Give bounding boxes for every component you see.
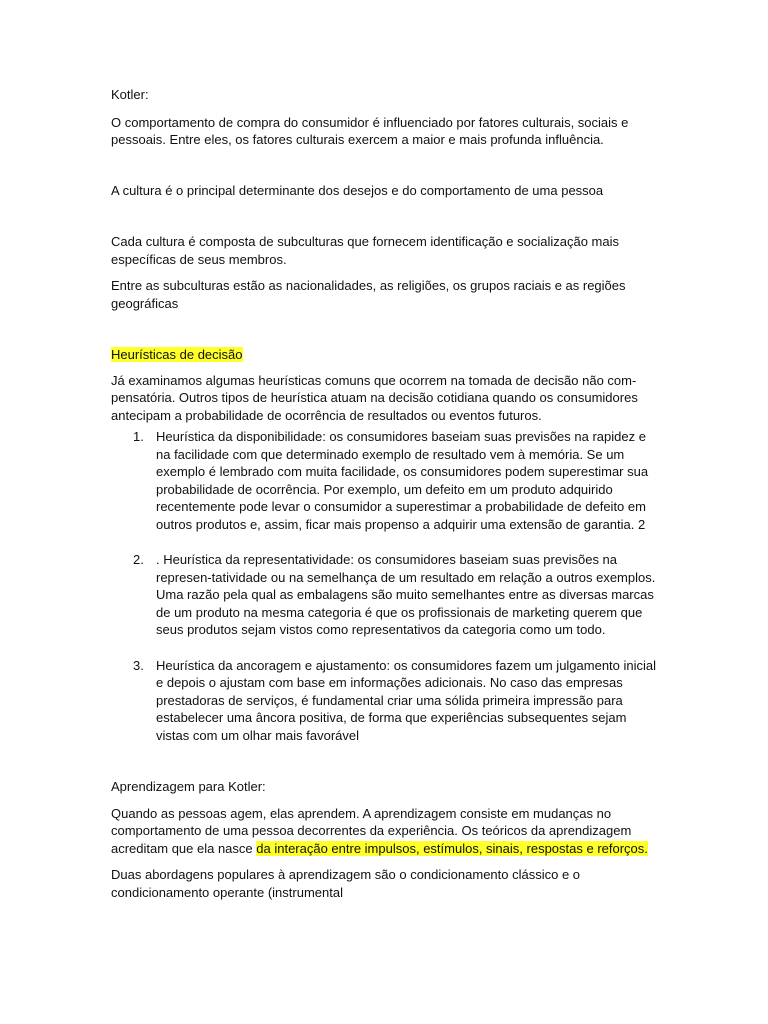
heading-heuristicas	[111, 346, 659, 364]
heuristics-list	[111, 428, 659, 744]
paragraph-kotler: Kotler:	[111, 87, 149, 102]
list-item	[111, 428, 659, 533]
paragraph-comportamento: O comportamento de compra do consumidor é influenciado por fatores culturais, sociais e pessoais. Entre eles, os fatores culturais exercem a maior e mais profunda influência.	[111, 114, 629, 147]
highlighted-aprendizagem-text: da interação entre impulsos, estímulos, sinais, respostas e reforços.	[256, 840, 648, 856]
list-number: 3.	[133, 657, 144, 673]
list-item-text: Heurística da disponibilidade: os consumidores baseiam suas previsões na rapidez e na facilidade com que determinado exemplo de resultado vem à memória. Se um exemplo é lembrado com muita facilidade, os consumidores podem superestimar sua probabilidade de ocorrência. Por exemplo, um defeito em um produto adquirido recentemente pode levar o consumidor a superestimar a probabilidade de defeito em outros produtos e, assim, ficar mais propenso a adquirir uma extensão de garantia. 2	[156, 429, 649, 532]
paragraph-intro-heuristicas: Já examinamos algumas heurísticas comuns que ocorrem na tomada de decisão não com-pensatória. Outros tipos de heurística atuam na decisão cotidiana quando os consumidores antecipam a probabilidade de ocorrência de resultados ou eventos futuros.	[111, 372, 638, 423]
aprendizagem-text: Quando as pessoas agem, elas aprendem. A aprendizagem consiste em mudanças no comportamento de uma pessoa decorrentes da experiência. Os teóricos da aprendizagem acreditam que ela nasce	[111, 805, 632, 856]
paragraph-abordagens: Duas abordagens populares à aprendizagem são o condicionamento clássico e o condicionamento operante (instrumental	[111, 867, 581, 900]
list-item	[111, 657, 659, 745]
list-item-text: . Heurística da representatividade: os consumidores baseiam suas previsões na represen-tatividade ou na semelhança de um resultado em relação a outros exemplos. Uma razão pela qual as embalagens são muito semelhantes entre as diversas marcas de um produto na mesma categoria é que os profissionais de marketing querem que seus produtos sejam vistos como representativos da categoria como um todo.	[156, 552, 656, 637]
list-item	[111, 551, 659, 639]
paragraph-aprendizagem-title: Aprendizagem para Kotler:	[111, 779, 266, 794]
list-number: 1.	[133, 429, 144, 444]
paragraph-entre-subculturas: Entre as subculturas estão as nacionalidades, as religiões, os grupos raciais e as regiões geográficas	[111, 278, 626, 311]
list-number: 2.	[133, 552, 144, 567]
paragraph-aprendizagem	[111, 805, 659, 858]
list-item-text: Heurística da ancoragem e ajustamento: os consumidores fazem um julgamento inicial e depois o ajustam com base em informações adicionais. No caso das empresas prestadoras de serviços, é fundamental criar uma sólida primeira impressão para estabelecer uma âncora positiva, de forma que experiências subsequentes sejam vistas com um olhar mais favorável	[156, 657, 657, 743]
paragraph-cultura: A cultura é o principal determinante dos desejos e do comportamento de uma pessoa	[111, 182, 604, 198]
document-body	[111, 86, 659, 901]
paragraph-subculturas: Cada cultura é composta de subculturas que fornecem identificação e socialização mais específicas de seus membros.	[111, 234, 619, 267]
highlighted-heading-text: Heurísticas de decisão	[111, 347, 243, 362]
